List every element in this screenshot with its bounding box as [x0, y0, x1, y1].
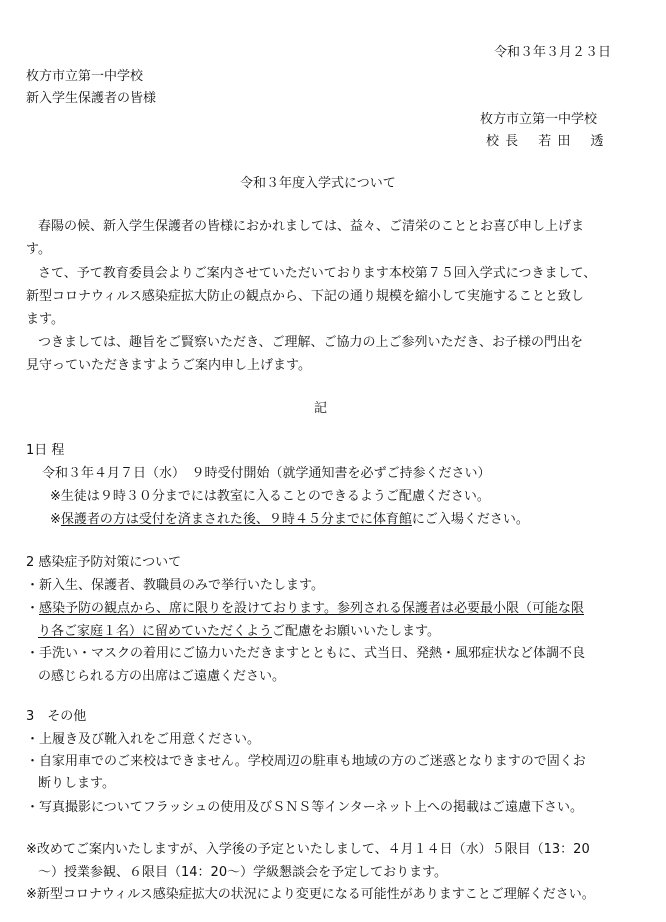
- body-paragraph-2-end: ます。: [26, 312, 64, 327]
- recipient-addressee: 新入学生保護者の皆様: [26, 91, 157, 106]
- footer-note-2: ※新型コロナウィルス感染症拡大の状況により変更になる可能性がありますことご理解ください。: [26, 887, 595, 902]
- body-paragraph-1: 春陽の候、新入学生保護者の皆様におかれましては、益々、ご清栄のこととお喜び申し上げま: [38, 219, 585, 234]
- body-paragraph-3: つきましては、趣旨をご賢察いただき、ご理解、ご協力の上ご参列いただき、お子様の門出を: [38, 335, 583, 350]
- infection-bullet-3-cont: の感じられる方の出席はご遠慮ください。: [38, 669, 286, 684]
- bullet-mark: ・: [26, 601, 40, 616]
- other-bullet-1: ・上履き及び靴入れをご用意ください。: [26, 732, 261, 747]
- section-1-heading: 1日 程: [26, 443, 65, 458]
- bullet-2-end: ご配慮をお願いいたします。: [272, 624, 440, 639]
- infection-bullet-2: [26, 600, 584, 618]
- sender-principal: 校 長 若 田 透: [486, 134, 605, 149]
- infection-bullet-3: ・手洗い・マスクの着用にご協力いただきますとともに、式当日、発熱・風邪症状など体調不良: [26, 646, 586, 661]
- sender-school: 枚方市立第一中学校: [480, 112, 598, 127]
- infection-bullet-1: ・新入生、保護者、教職員のみで挙行いたします。: [26, 578, 324, 593]
- ki-heading: 記: [314, 401, 328, 416]
- letter-date: 令和３年３月２３日: [494, 45, 612, 60]
- schedule-note-parents: [50, 511, 529, 529]
- footer-note-1: ※改めてご案内いたしますが、入学後の予定といたしまして、４月１４日（水）５限目（13：20: [26, 842, 590, 857]
- body-paragraph-2: さて、予て教育委員会よりご案内させていただいております本校第７５回入学式につきまして、: [38, 266, 597, 281]
- underlined-seating-text-cont: り各ご家庭１名）に留めていただくよう: [38, 624, 273, 639]
- other-bullet-2-cont: 断りします。: [38, 776, 115, 791]
- body-paragraph-1-cont: す。: [26, 242, 51, 257]
- body-paragraph-2-cont: 新型コロナウィルス感染症拡大防止の観点から、下記の通り規模を縮小して実施することと致し: [26, 289, 584, 304]
- footer-note-1-cont: ～）授業参観、６限目（14：20～）学級懇談会を予定しております。: [38, 865, 448, 880]
- infection-bullet-2-cont: [38, 623, 440, 641]
- body-paragraph-3-cont: 見守っていただきますようご案内申し上げます。: [26, 358, 311, 373]
- note-mark: ※: [50, 512, 61, 527]
- schedule-note-students: ※生徒は９時３０分までには教室に入ることのできるようご配慮ください。: [50, 489, 490, 504]
- document-title: 令和３年度入学式について: [240, 176, 396, 191]
- underlined-parents-text: 保護者の方は受付を済まされた後、９時４５分までに体育館: [60, 512, 412, 527]
- note-end: にご入場ください。: [411, 512, 529, 527]
- schedule-date-line: 令和３年４月７日（水） ９時受付開始（就学通知書を必ずご持参ください）: [42, 466, 491, 481]
- recipient-school: 枚方市立第一中学校: [26, 69, 144, 84]
- section-3-heading: 3 その他: [26, 709, 87, 724]
- underlined-seating-text: 感染予防の観点から、席に限りを設けております。参列される保護者は必要最小限（可能な限: [39, 601, 584, 616]
- other-bullet-3: ・写真撮影についてフラッシュの使用及びＳＮＳ等インターネット上への掲載はご遠慮下さい。: [26, 800, 584, 815]
- other-bullet-2: ・自家用車でのご来校はできません。学校周辺の駐車も地域の方のご迷惑となりますので固くお: [26, 754, 586, 769]
- section-2-heading: 2 感染症予防対策について: [26, 555, 182, 570]
